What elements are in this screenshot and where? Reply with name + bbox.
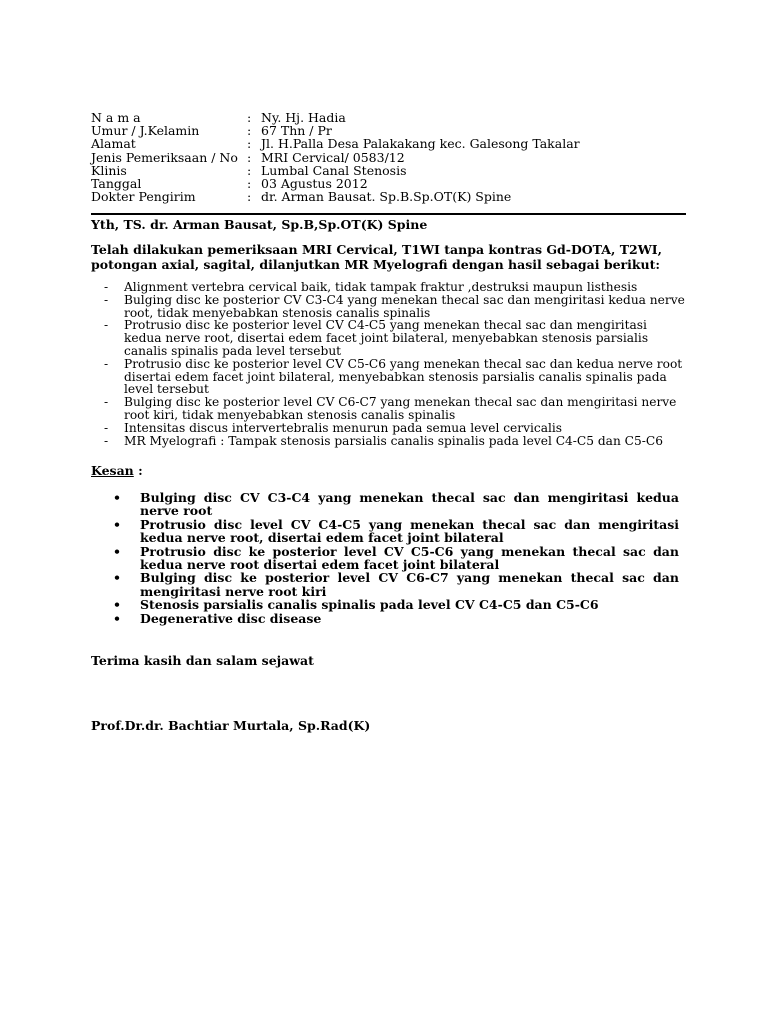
intro-paragraph: Telah dilakukan pemeriksaan MRI Cervical, T1WI tanpa kontras Gd-DOTA, T2WI, potongan axial, sagital, dilanjutkan MR Myelografi dengan hasil sebagai berikut: bbox=[91, 242, 662, 272]
signature-name: Prof.Dr.dr. Bachtiar Murtala, Sp.Rad(K) bbox=[91, 718, 371, 733]
info-label: Tanggal bbox=[91, 176, 142, 192]
bullet-marker: • bbox=[113, 570, 121, 586]
impression-item bbox=[113, 545, 679, 572]
info-value: Ny. Hj. Hadia bbox=[261, 110, 346, 125]
bullet-marker: • bbox=[113, 516, 121, 532]
finding-text: Intensitas discus intervertebralis menurun pada semua level cervicalis bbox=[124, 420, 563, 435]
bullet-marker: • bbox=[113, 490, 121, 505]
impression-text: Bulging disc CV C3-C4 yang menekan thecal sac dan mengiritasi kedua nerve root bbox=[140, 490, 679, 519]
dash-marker: - bbox=[104, 420, 109, 435]
closing-line: Terima kasih dan salam sejawat bbox=[91, 653, 314, 668]
info-row-dokter-pengirim bbox=[91, 190, 580, 203]
finding-item bbox=[104, 319, 686, 357]
info-colon: : bbox=[247, 110, 252, 125]
info-value: dr. Arman Bausat. Sp.B.Sp.OT(K) Spine bbox=[261, 189, 512, 205]
info-label: N a m a bbox=[91, 110, 141, 125]
info-label: Klinis bbox=[91, 162, 127, 178]
info-value: MRI Cervical/ 0583/12 bbox=[261, 149, 405, 165]
info-value: Jl. H.Palla Desa Palakakang kec. Galesong Takalar bbox=[261, 136, 580, 152]
info-value: 03 Agustus 2012 bbox=[261, 176, 368, 192]
finding-text: Alignment vertebra cervical baik, tidak tampak fraktur ,destruksi maupun listhesis bbox=[124, 280, 638, 294]
info-row-alamat bbox=[91, 137, 580, 150]
dash-marker: - bbox=[104, 395, 109, 410]
dash-marker: - bbox=[104, 292, 109, 307]
dash-marker: - bbox=[104, 433, 109, 448]
findings-list bbox=[104, 281, 686, 447]
impression-item bbox=[113, 571, 679, 598]
dash-marker: - bbox=[104, 356, 109, 371]
bullet-marker: • bbox=[113, 597, 121, 613]
info-colon: : bbox=[247, 149, 252, 165]
info-value: Lumbal Canal Stenosis bbox=[261, 162, 407, 178]
finding-item bbox=[104, 435, 686, 448]
info-colon: : bbox=[247, 176, 252, 192]
impression-text: Protrusio disc ke posterior level CV C5-C6 yang menekan thecal sac dan kedua nerve root disertai edem facet joint bilateral bbox=[140, 543, 679, 573]
patient-info-table bbox=[91, 111, 580, 203]
finding-item bbox=[104, 281, 686, 294]
info-label: Umur / J.Kelamin bbox=[91, 123, 200, 139]
info-colon: : bbox=[247, 123, 252, 139]
impression-text: Stenosis parsialis canalis spinalis pada level CV C4-C5 dan C5-C6 bbox=[140, 597, 599, 613]
impression-item bbox=[113, 612, 679, 625]
finding-item bbox=[104, 396, 686, 422]
dash-marker: - bbox=[104, 318, 109, 333]
bullet-marker: • bbox=[113, 543, 121, 559]
finding-text: Protrusio disc ke posterior level CV C4-C5 yang menekan thecal sac dan mengiritasi kedua nerve root, disertai edem facet joint bilateral, menyebabkan stenosis parsialis canalis spinalis pada level tersebut bbox=[124, 318, 649, 358]
kesan-heading bbox=[91, 463, 143, 478]
impression-item bbox=[113, 491, 679, 518]
impressions-list bbox=[113, 491, 679, 625]
impression-text: Degenerative disc disease bbox=[140, 610, 322, 626]
kesan-title-suffix: : bbox=[133, 463, 143, 478]
header-divider bbox=[91, 213, 686, 215]
finding-text: MR Myelografi : Tampak stenosis parsialis canalis spinalis pada level C4-C5 dan C5-C6 bbox=[124, 433, 663, 448]
info-row-jenis-pemeriksaan bbox=[91, 151, 580, 164]
finding-text: Bulging disc ke posterior CV C3-C4 yang menekan thecal sac dan mengiritasi kedua nerve root, tidak menyebabkan stenosis canalis spinalis bbox=[124, 292, 685, 320]
info-label: Jenis Pemeriksaan / No bbox=[91, 149, 238, 165]
info-colon: : bbox=[247, 136, 252, 152]
dash-marker: - bbox=[104, 280, 109, 294]
info-colon: : bbox=[247, 162, 252, 178]
bullet-marker: • bbox=[113, 610, 121, 626]
info-label: Alamat bbox=[91, 136, 136, 152]
finding-item bbox=[104, 422, 686, 435]
finding-item bbox=[104, 358, 686, 396]
addressee: Yth, TS. dr. Arman Bausat, Sp.B,Sp.OT(K) Spine bbox=[91, 217, 428, 232]
finding-item bbox=[104, 294, 686, 320]
finding-text: Protrusio disc ke posterior level CV C5-C6 yang menekan thecal sac dan kedua nerve root disertai edem facet joint bilateral, menyebabkan stenosis parsialis canalis spinalis pada level tersebut bbox=[124, 356, 683, 397]
info-label: Dokter Pengirim bbox=[91, 189, 196, 205]
info-value: 67 Thn / Pr bbox=[261, 123, 332, 139]
impression-text: Bulging disc ke posterior level CV C6-C7 yang menekan thecal sac dan mengiritasi nerve root kiri bbox=[140, 570, 679, 599]
finding-text: Bulging disc ke posterior level CV C6-C7 yang menekan thecal sac dan mengiritasi nerve root kiri, tidak menyebabkan stenosis canalis spinalis bbox=[124, 395, 677, 422]
kesan-title-text: Kesan bbox=[91, 463, 134, 478]
impression-item bbox=[113, 598, 679, 611]
impression-item bbox=[113, 518, 679, 545]
info-colon: : bbox=[247, 189, 252, 205]
impression-text: Protrusio disc level CV C4-C5 yang menekan thecal sac dan mengiritasi kedua nerve root, disertai edem facet joint bilateral bbox=[140, 516, 679, 546]
